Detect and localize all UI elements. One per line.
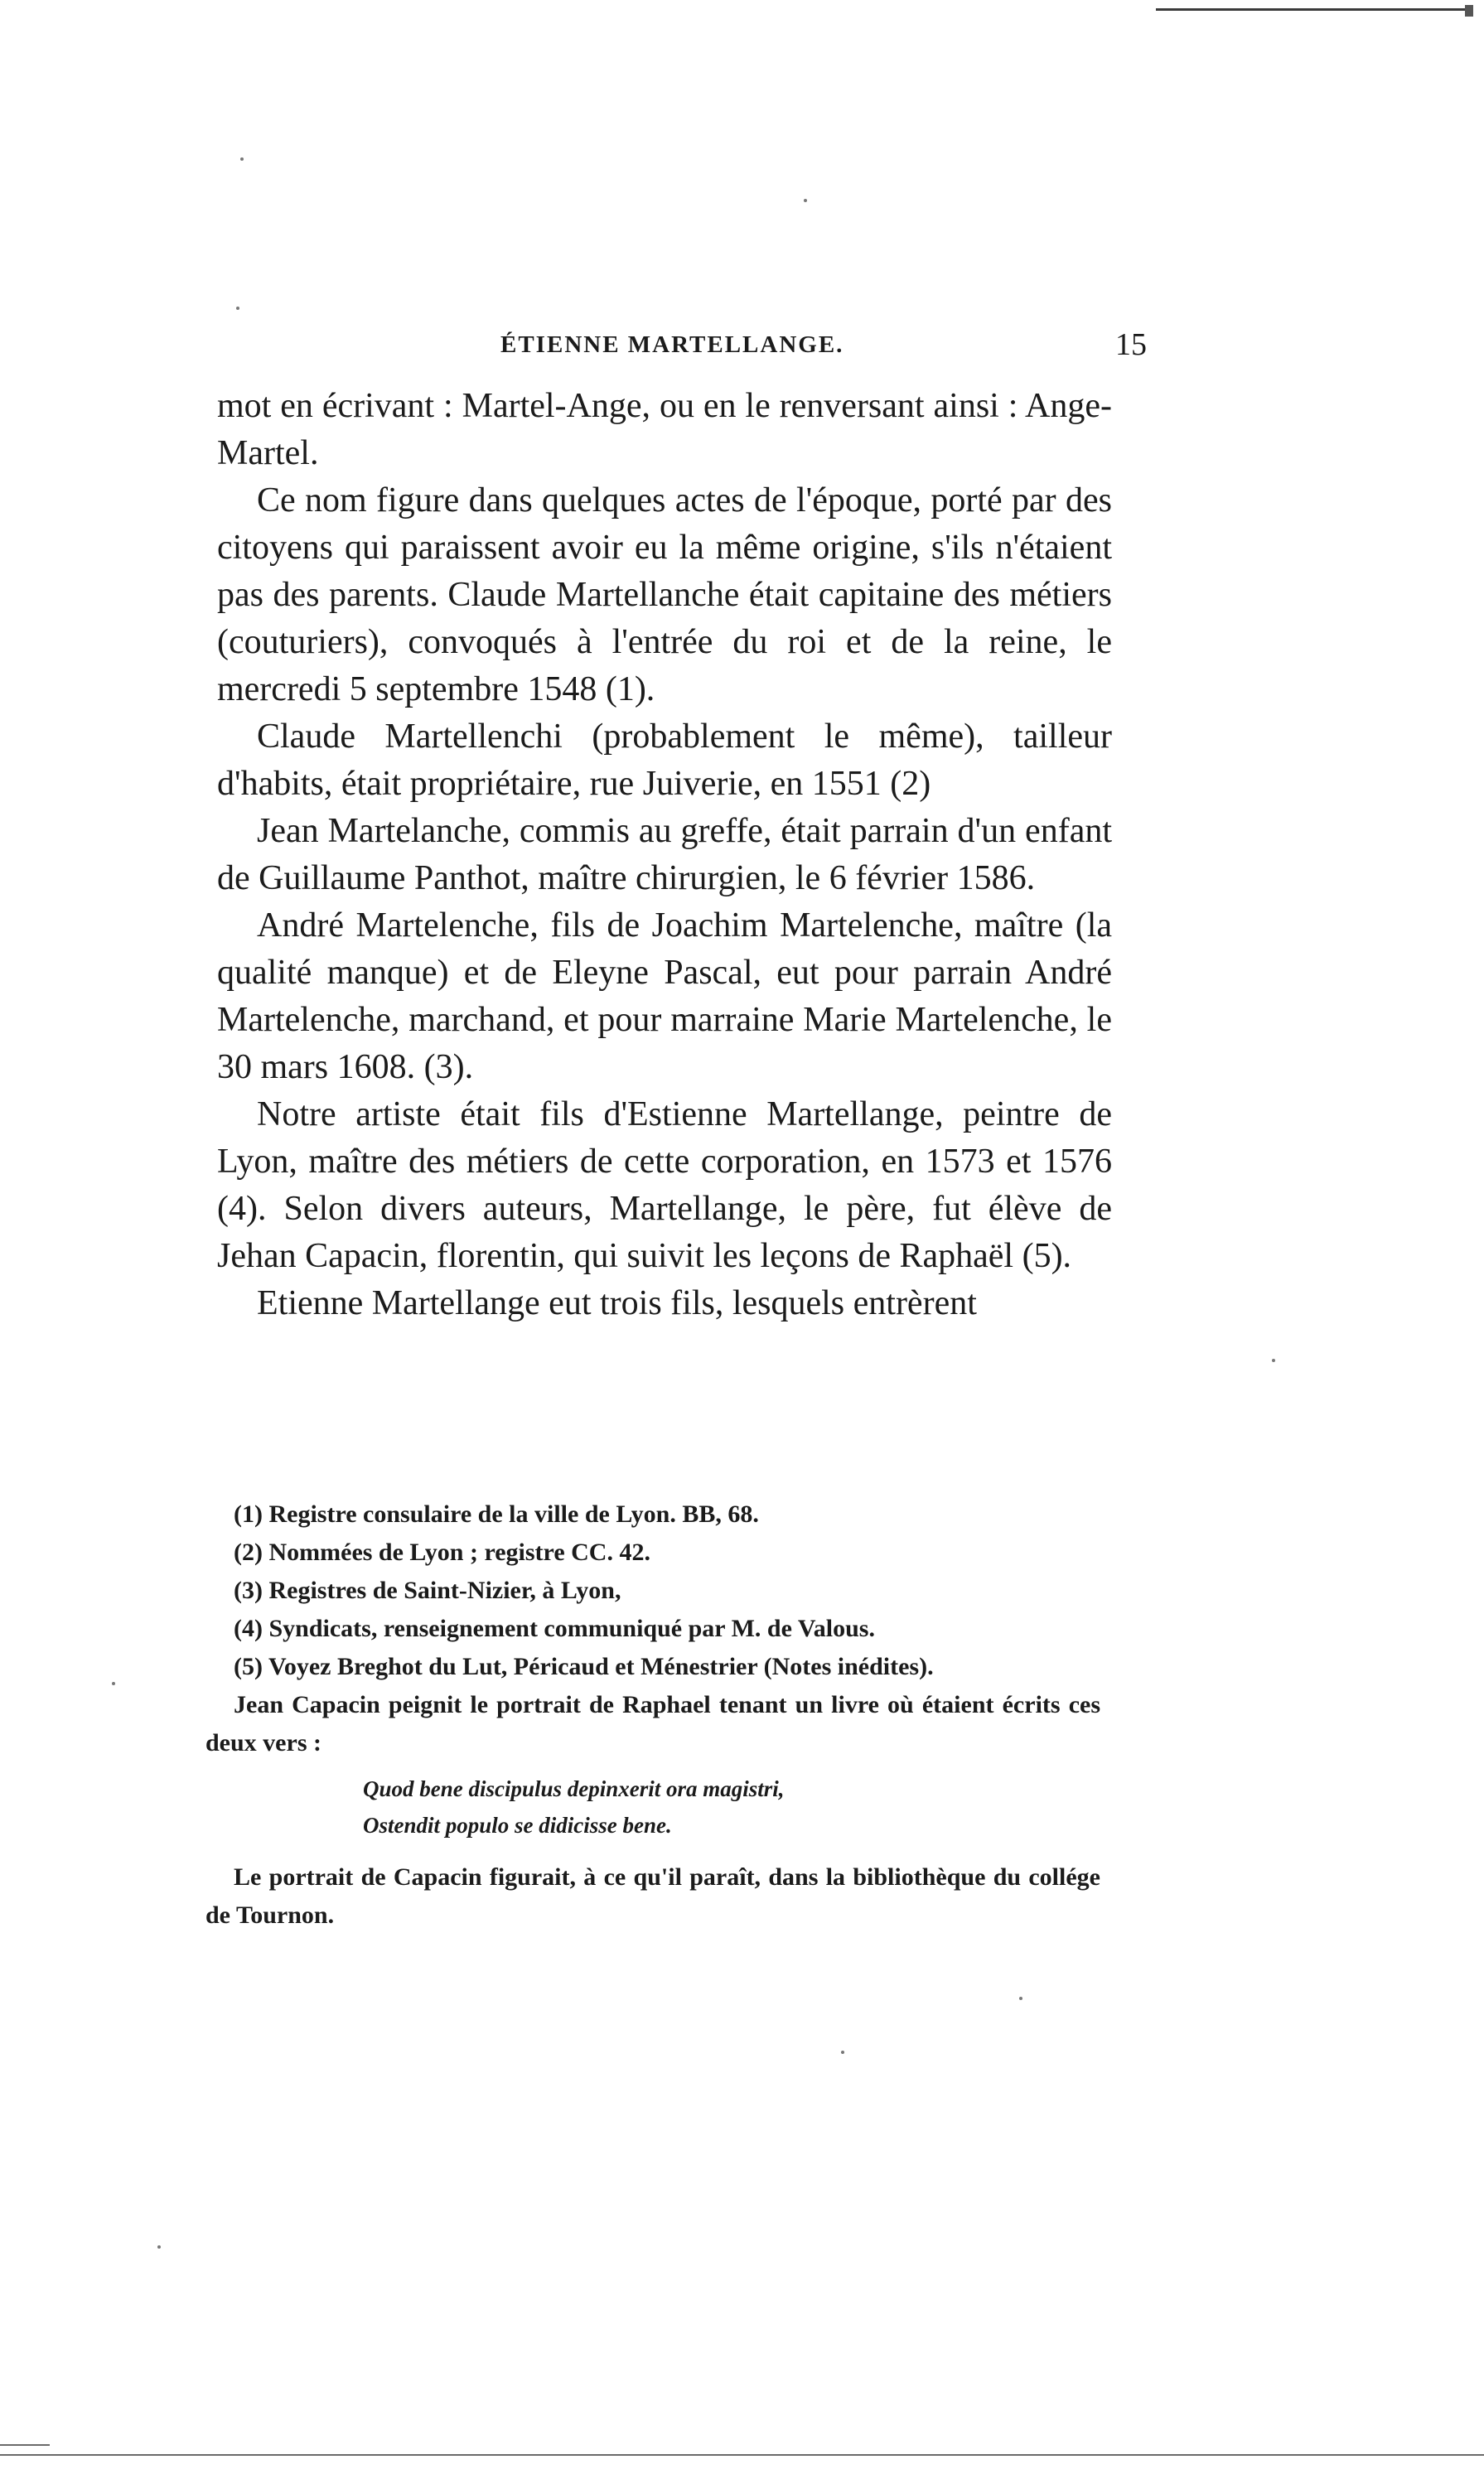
footnote-1: (1) Registre consulaire de la ville de Lyon. BB, 68. [234,1500,759,1528]
scan-speck [1272,1359,1275,1362]
scan-speck [112,1682,115,1685]
bottom-rule [0,2454,1484,2456]
footnote-3: (3) Registres de Saint-Nizier, à Lyon, [234,1577,621,1604]
top-rule [1156,8,1471,11]
capacin-intro: Jean Capacin peignit le portrait de Raphael tenant un livre où étaient écrits ces deux vers : [205,1691,1100,1756]
verse-line-1: Quod bene discipulus depinxerit ora magistri, [363,1776,785,1801]
body-paragraph-3: Claude Martellenchi (probablement le même), tailleur d'habits, était propriétaire, rue Juiverie, en 1551 (2) [217,718,1112,803]
scan-speck [236,307,239,310]
footnote-5: (5) Voyez Breghot du Lut, Péricaud et Ménestrier (Notes inédites). [234,1653,934,1680]
footnote-2: (2) Nommées de Lyon ; registre CC. 42. [234,1539,650,1566]
page-number: 15 [1115,327,1147,362]
body-paragraph-7: Etienne Martellange eut trois fils, lesquels entrèrent [257,1284,977,1322]
body-paragraph-6: Notre artiste était fils d'Estienne Martellange, peintre de Lyon, maître des métiers de cette corporation, en 1573 et 1576 (4). Selon divers auteurs, Martellange, le père, fut élève de Jehan Capacin, florentin, qui suivit les leçons de Raphaël (5). [217,1095,1112,1275]
scan-speck [804,199,807,202]
body-paragraph-1: mot en écrivant : Martel-Ange, ou en le renversant ainsi : Ange-Martel. [217,387,1112,472]
verse-line-2: Ostendit populo se didicisse bene. [363,1813,672,1838]
scan-speck [1019,1997,1022,2000]
footnote-4: (4) Syndicats, renseignement communiqué par M. de Valous. [234,1615,875,1642]
body-paragraph-4: Jean Martelanche, commis au greffe, était parrain d'un enfant de Guillaume Panthot, maître chirurgien, le 6 février 1586. [217,812,1112,897]
page-header [219,327,1147,373]
scan-speck [841,2051,844,2054]
verse-block [205,1771,1100,1843]
closing-note: Le portrait de Capacin figurait, à ce qu'il paraît, dans la bibliothèque du collége de Tournon. [205,1863,1100,1929]
top-corner-mark [1465,5,1473,17]
bottom-rule-short [0,2444,50,2446]
body-paragraph-5: André Martelenche, fils de Joachim Martelenche, maître (la qualité manque) et de Eleyne Pascal, eut pour parrain André Martelenche, marchand, et pour marraine Marie Martelenche, le 30 mars 1608. (3). [217,906,1112,1086]
scan-speck [157,2245,161,2249]
scan-speck [240,157,244,161]
body-paragraph-2: Ce nom figure dans quelques actes de l'époque, porté par des citoyens qui paraissent avoir eu la même origine, s'ils n'étaient pas des parents. Claude Martellanche était capitaine des métiers (couturiers), convoqués à l'entrée du roi et de la reine, le mercredi 5 septembre 1548 (1). [217,481,1112,708]
footnotes [205,1496,1100,1935]
body-text [217,383,1112,1327]
running-title: ÉTIENNE MARTELLANGE. [500,331,844,358]
